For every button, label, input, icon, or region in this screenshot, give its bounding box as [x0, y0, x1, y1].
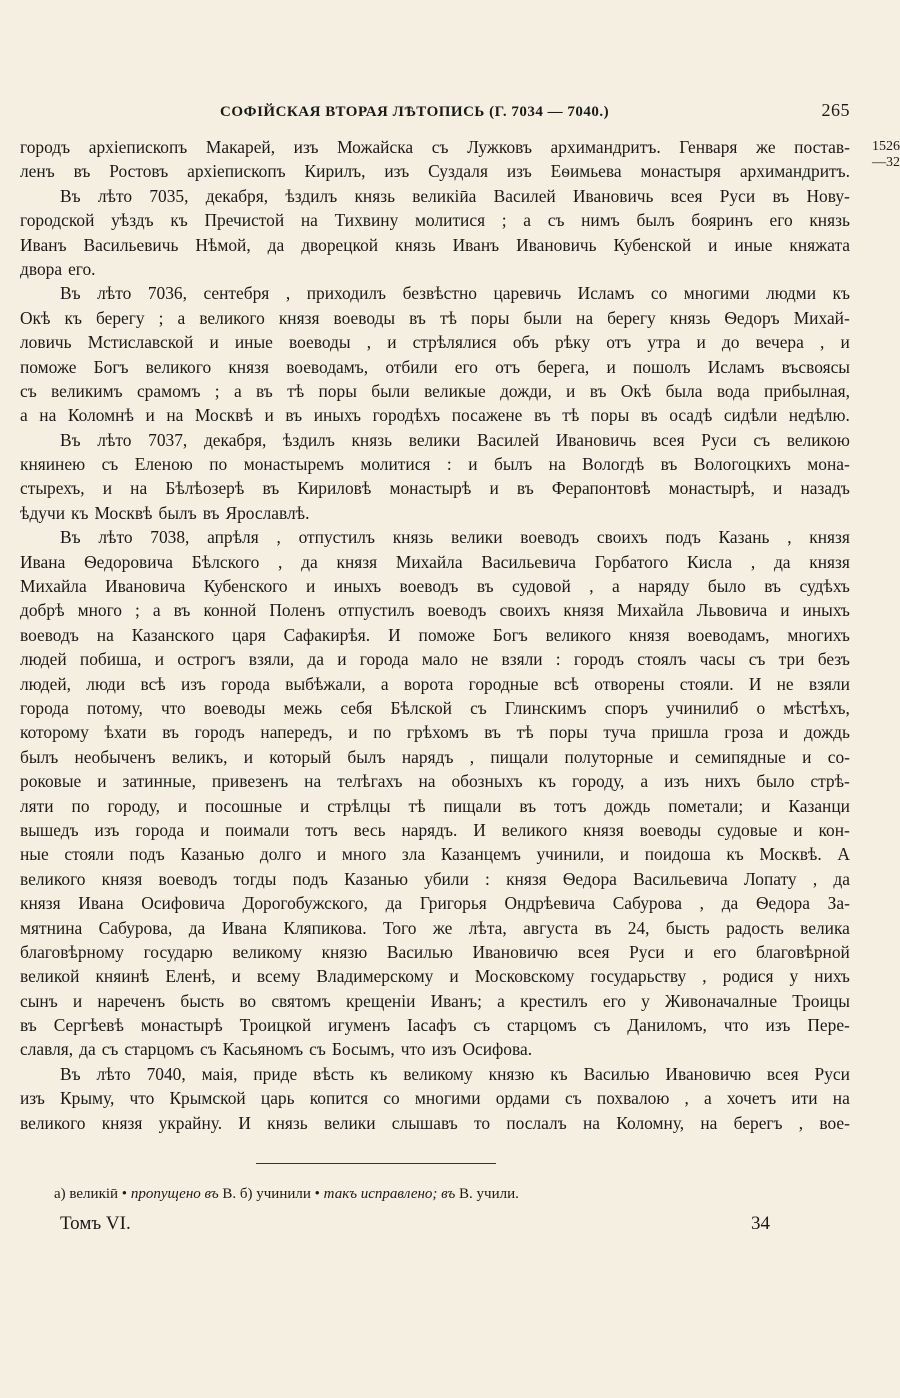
text-line: благовѣрному государю великому князю Василью Ивановичю всея Руси и его благовѣрной [20, 941, 850, 962]
text-line: Михайла Ивановича Кубенского и иныхъ воеводъ въ судовой , а наряду было въ судѣхъ [20, 576, 850, 597]
text-line: добрѣ много ; а въ конной Поленъ отпустилъ воеводъ своихъ князя Михайла Львовича и иныхъ [20, 600, 850, 621]
text-line: городской уѣздъ къ Пречистой на Тихвину молитися ; а съ нимъ былъ бояринъ его князь [20, 210, 850, 231]
text-line: сынъ и нареченъ бысть во святомъ крещеніи Иванъ; а крестилъ его у Живоначалные Троицы [20, 990, 850, 1011]
text-line: ные стояли подъ Казанью долго и много зла Казанцемъ учинили, и поидоша къ Москвѣ. А [20, 844, 850, 865]
text-line: а на Коломнѣ и на Москвѣ и въ иныхъ городѣхъ посажене въ тѣ поры въ осадѣ сидѣли недѣлю. [20, 405, 850, 426]
text-line: Въ лѣто 7040, маія, приде вѣсть къ великому князю къ Василью Ивановичю всея Руси [60, 1063, 850, 1084]
text-line: городъ архіепископъ Макарей, изъ Можайска съ Лужковъ архимандритъ. Генваря же постав- [20, 137, 850, 157]
text-line: людей побиша, и острогъ взяли, да и города мало не взяли : городъ стоялъ часы съ три безъ [20, 649, 850, 670]
text-line: Въ лѣто 7037, декабря, ѣздилъ князь велики Василей Ивановичь всея Руси съ великою [60, 429, 850, 450]
text-line: мятнина Сабурова, да Ивана Кляпикова. Того же лѣта, августа въ 24, бысть радость велика [20, 917, 850, 938]
footnote-b-word: б) учинили • [239, 1186, 320, 1203]
chronicle-title: СОФІЙСКАЯ ВТОРАЯ ЛѢТОПИСЬ (Г. 7034 — 7040.) [220, 104, 610, 120]
page-number: 265 [821, 100, 850, 120]
main-text [20, 135, 900, 1135]
text-line: ляти по городу, и посошные и стрѣлцы тѣ пищали въ тотъ дождь пометали; и Казанци [20, 795, 850, 816]
text-line: двора его. [20, 258, 96, 279]
margin-year-start: 1526 [872, 139, 900, 154]
sheet-number: 34 [751, 1213, 770, 1235]
text-line: Окѣ къ берегу ; а великого князя воеводы въ тѣ поры были на берегу князь Ѳедоръ Михай- [20, 307, 850, 328]
text-line: Ивана Ѳедоровича Бѣлского , да князя Михайла Васильевича Горбатого Кисла , да князя [20, 551, 850, 572]
text-line: изъ Крыму, что Крымской царь копится со многими ордами съ похвалою , а хочетъ ити на [20, 1088, 850, 1109]
text-line: князя Ивана Осифовича Дорогобужского, да Григорья Ондрѣевича Сабурова , да Ѳедора За- [20, 893, 850, 914]
text-line: воеводъ на Казанского царя Сафакирѣя. И поможе Богъ великого князя воеводамъ, многихъ [20, 624, 850, 645]
text-line: ловичь Мстиславской и иные воеводы , и стрѣлялися объ рѣку отъ утра и до вечера , и [20, 332, 850, 353]
running-header [20, 100, 850, 121]
text-line: ѣдучи къ Москвѣ былъ въ Ярославлѣ. [20, 502, 310, 523]
text-line: роковые и затинные, привезенъ на телѣгахъ на обозныхъ къ городу, а изъ нихъ было стрѣ- [20, 771, 850, 792]
text-line: города потому, что воеводы межь себя Бѣлской съ Глинскимъ споръ учинилиб о мѣстѣхъ, [20, 697, 850, 718]
text-line: великой княинѣ Еленѣ, и всему Владимерскому и Московскому государьству , родися у нихъ [20, 966, 850, 987]
text-line: стырехъ, и на Бѣлѣозерѣ въ Кириловѣ монастырѣ и въ Ферапонтовѣ монастырѣ, и назадъ [20, 478, 850, 499]
volume-label: Томъ VI. [60, 1213, 131, 1235]
text-line: Въ лѣто 7038, апрѣля , отпустилъ князь велики воеводъ своихъ подъ Казань , князя [60, 527, 850, 548]
text-line: славля, да съ старцомъ съ Касьяномъ съ Босымъ, что изъ Осифова. [20, 1039, 533, 1060]
text-line: людей, люди всѣ изъ города выбѣжали, а ворота городные всѣ отворены стояли. И не взяли [20, 673, 850, 694]
footnote-a-source: В. [222, 1186, 237, 1203]
margin-year-end: —32 [872, 155, 900, 170]
document-page [20, 100, 900, 1235]
text-line: былъ необыченъ великъ, и который былъ нарядъ , пищали полуторные и семипядные и со- [20, 746, 850, 767]
footnote-a-note: пропущено въ [130, 1186, 219, 1203]
footnote-b-source: В. учили. [459, 1186, 519, 1203]
text-line: княинею съ Еленою по монастыремъ молитися : и былъ на Вологдѣ въ Вологоцкихъ мона- [20, 454, 850, 475]
text-line: поможе Богъ великого князя воеводамъ, отбили его отъ берега, и пошолъ Исламъ въсвоясы [20, 356, 850, 377]
text-line: въ Сергѣевѣ монастырѣ Троицкой игуменъ Іасафъ съ старцомъ съ Даниломъ, что изъ Пере- [20, 1015, 850, 1036]
text-line: Иванъ Васильевичь Нѣмой, да дворецкой князь Иванъ Ивановичь Кубенской и иные княжата [20, 234, 850, 255]
text-line: Въ лѣто 7035, декабря, ѣздилъ князь великіӣа Василей Ивановичь всея Руси въ Нову- [60, 185, 850, 206]
text-line: великого князя украйну. И князь велики слышавъ то послалъ на Коломну, на берегъ , вое- [20, 1112, 850, 1133]
margin-years [852, 139, 900, 171]
footnote-b-note: такъ исправлено; въ [323, 1186, 456, 1203]
text-line: вышедъ изъ города и поимали тотъ весь нарядъ. И великого князя воеводы судовые и кон- [20, 819, 850, 840]
text-line: Въ лѣто 7036, сентебря , приходилъ безвѣстно царевичь Исламъ со многими людми къ [60, 283, 850, 304]
footnote-rule [256, 1163, 496, 1164]
footnotes [20, 1186, 850, 1203]
text-line: которому ѣхати въ городъ напередъ, и по грѣхомъ въ тѣ поры туча пришла гроза и дождь [20, 722, 850, 743]
text-line: ленъ въ Ростовъ архіепископъ Кирилъ, изъ Суздаля изъ Еѳимьева монастыря архимандритъ. [20, 161, 850, 182]
page-footer [20, 1213, 850, 1235]
text-line: съ великимъ срамомъ ; а въ тѣ поры были великые дожди, и въ Окѣ была вода прибылная, [20, 380, 850, 401]
text-line: великого князя воеводъ тогды подъ Казанью убили : князя Ѳедора Васильевича Лопату , да [20, 868, 850, 889]
footnote-a-word: а) великіӣ • [54, 1186, 128, 1203]
